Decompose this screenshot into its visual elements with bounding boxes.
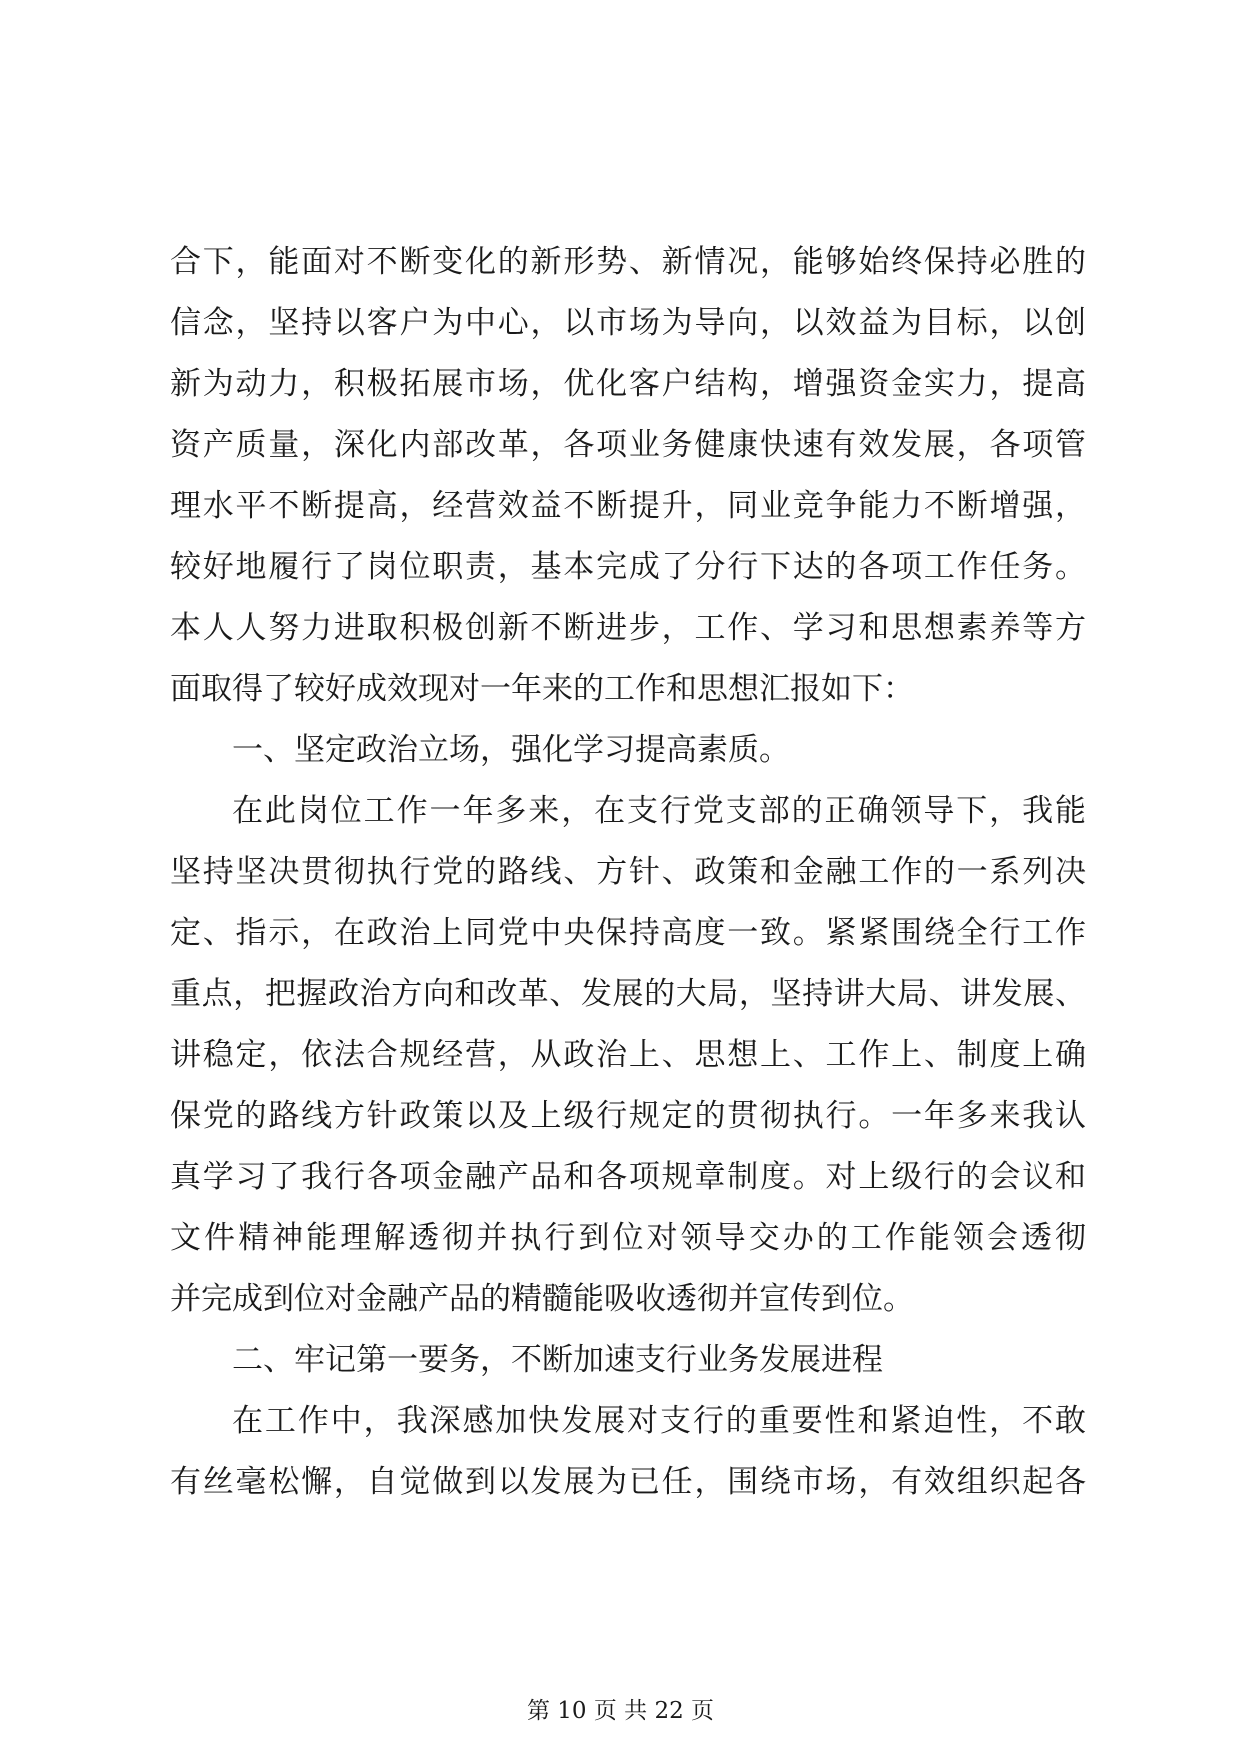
text-line: 重点，把握政治方向和改革、发展的大局，坚持讲大局、讲发展、: [170, 976, 1086, 1012]
text-line: 文件精神能理解透彻并执行到位对领导交办的工作能领会透彻: [170, 1220, 1086, 1256]
text-line: 保党的路线方针政策以及上级行规定的贯彻执行。一年多来我认: [170, 1098, 1086, 1134]
text-line: 并完成到位对金融产品的精髓能吸收透彻并宣传到位。: [170, 1281, 914, 1317]
text-line: 在工作中，我深感加快发展对支行的重要性和紧迫性，不敢: [232, 1403, 1086, 1439]
text-line: 理水平不断提高，经营效益不断提升，同业竞争能力不断增强，: [170, 488, 1086, 524]
text-line: 二、牢记第一要务，不断加速支行业务发展进程: [232, 1342, 883, 1378]
text-line: 在此岗位工作一年多来，在支行党支部的正确领导下，我能: [232, 793, 1086, 829]
page-footer: 第 10 页 共 22 页: [526, 1698, 715, 1724]
text-line: 坚持坚决贯彻执行党的路线、方针、政策和金融工作的一系列决: [170, 854, 1086, 890]
text-line: 真学习了我行各项金融产品和各项规章制度。对上级行的会议和: [170, 1159, 1086, 1195]
text-line: 合下，能面对不断变化的新形势、新情况，能够始终保持必胜的: [170, 244, 1086, 280]
text-line: 资产质量，深化内部改革，各项业务健康快速有效发展，各项管: [170, 427, 1086, 463]
text-line: 本人人努力进取积极创新不断进步，工作、学习和思想素养等方: [170, 610, 1086, 646]
text-line: 有丝毫松懈，自觉做到以发展为已任，围绕市场，有效组织起各: [170, 1464, 1086, 1500]
text-line: 定、指示，在政治上同党中央保持高度一致。紧紧围绕全行工作: [170, 915, 1086, 951]
text-line: 信念，坚持以客户为中心，以市场为导向，以效益为目标，以创: [170, 305, 1086, 341]
text-line: 较好地履行了岗位职责，基本完成了分行下达的各项工作任务。: [170, 549, 1086, 585]
text-line: 面取得了较好成效现对一年来的工作和思想汇报如下：: [170, 671, 914, 707]
text-line: 一、坚定政治立场，强化学习提高素质。: [232, 732, 790, 768]
text-line: 新为动力，积极拓展市场，优化客户结构，增强资金实力，提高: [170, 366, 1086, 402]
text-line: 讲稳定，依法合规经营，从政治上、思想上、工作上、制度上确: [170, 1037, 1086, 1073]
body-text: [170, 232, 1086, 1513]
